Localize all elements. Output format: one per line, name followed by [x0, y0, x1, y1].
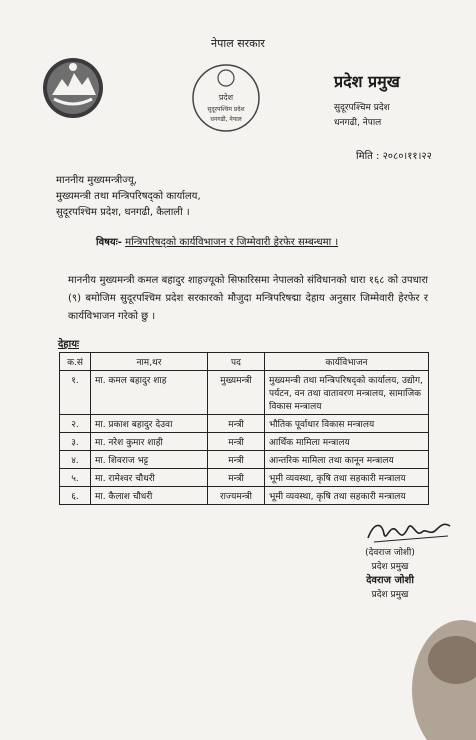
office-title: प्रदेश प्रमुख: [334, 72, 400, 91]
cell-name: मा. कैलाश चौधरी: [91, 487, 208, 505]
table-heading: देहायः: [58, 339, 80, 350]
table-header-row: [60, 353, 429, 371]
cell-portfolio: भूमी व्यवस्था, कृषि तथा सहकारी मन्त्रालय: [265, 469, 429, 487]
cell-portfolio: भूमी व्यवस्था, कृषि तथा सहकारी मन्त्रालय: [265, 487, 429, 505]
table-row: [60, 433, 429, 451]
date-label: मिति :: [356, 151, 380, 162]
date-value: २०८०।११।२२: [382, 151, 432, 162]
government-heading: नेपाल सरकार: [211, 37, 265, 50]
signatory-name-paren: (देवराज जोशी): [365, 548, 415, 558]
letter-date: [356, 148, 432, 162]
nepal-emblem-icon: [40, 55, 106, 121]
cell-portfolio: भौतिक पूर्वाधार विकास मन्त्रालय: [265, 415, 429, 433]
cell-name: मा. नरेश कुमार शाही: [91, 433, 208, 451]
header-serial: क.सं: [60, 353, 91, 371]
cell-name: मा. प्रकाश बहादुर देउवा: [91, 415, 208, 433]
header-name: नाम,थर: [91, 353, 208, 371]
cell-post: मन्त्री: [208, 469, 265, 487]
cell-name: मा. कमल बहादुर शाह: [91, 371, 208, 415]
cell-post: राज्यमन्त्री: [208, 487, 265, 505]
cell-post: मन्त्री: [208, 451, 265, 469]
office-province: सुदूरपश्चिम प्रदेश: [334, 103, 390, 113]
seal-line-1: प्रदेश: [218, 93, 234, 102]
addressee-line: सुदूरपश्चिम प्रदेश, धनगढी, कैलाली ।: [56, 207, 190, 218]
signature-block: [350, 546, 430, 602]
cell-serial: २.: [60, 415, 91, 433]
cell-serial: ४.: [60, 451, 91, 469]
subject-line: [96, 234, 338, 248]
addressee-block: [56, 173, 201, 221]
addressee-line: मुख्यमन्त्री तथा मन्त्रिपरिषद्को कार्यालय,: [56, 191, 201, 202]
seal-line-3: धनगढी, नेपाल: [210, 116, 242, 123]
table-row: [60, 487, 429, 505]
signatory-post-secondary: प्रदेश प्रमुख: [371, 590, 409, 600]
subject-label: विषयः-: [96, 237, 122, 248]
finger-shadow: [392, 600, 476, 740]
cell-post: मुख्यमन्त्री: [208, 371, 265, 415]
cell-serial: ५.: [60, 469, 91, 487]
cabinet-allocation-table: [59, 352, 429, 505]
office-block: [334, 70, 400, 128]
seal-line-2: सुदूरपश्चिम प्रदेश: [207, 106, 245, 113]
cell-serial: १.: [60, 371, 91, 415]
cell-serial: ३.: [60, 433, 91, 451]
cell-name: मा. रामेश्वर चौधरी: [91, 469, 208, 487]
cell-portfolio: आन्तरिक मामिला तथा कानून मन्त्रालय: [265, 451, 429, 469]
cell-portfolio: मुख्यमन्त्री तथा मन्त्रिपरिषद्को कार्यालय, उद्योग, पर्यटन, वन तथा वातावरण मन्त्रालय, सामाजिक विकास मन्त्रालय: [265, 371, 429, 415]
addressee-line: माननीय मुख्यमन्त्रीज्यू,: [56, 175, 137, 186]
signatory-name: देवराज जोशी: [366, 575, 414, 586]
subject-text: मन्त्रिपरिषद्को कार्यविभाजन र जिम्मेवारी हेरफेर सम्बन्धमा ।: [125, 237, 339, 248]
table-row: [60, 469, 429, 487]
handwritten-signature-icon: [364, 516, 454, 546]
office-location: धनगढी, नेपाल: [334, 118, 382, 128]
office-seal-icon: [190, 62, 262, 134]
table-row: [60, 371, 429, 415]
cell-serial: ६.: [60, 487, 91, 505]
cell-portfolio: आर्थिक मामिला मन्त्रालय: [265, 433, 429, 451]
body-paragraph: माननीय मुख्यमन्त्री कमल बहादुर शाहज्यूको सिफारिसमा नेपालको संविधानको धारा १६८ को उपधारा (९) बमोजिम सुदूरपश्चिम प्रदेश सरकारको मौजुदा मन्त्रिपरिषद्मा देहाय अनुसार जिम्मेवारी हेरफेर र कार्यविभाजन गरेको छु ।: [68, 275, 428, 322]
header-post: पद: [208, 353, 265, 371]
table-row: [60, 451, 429, 469]
signatory-post: प्रदेश प्रमुख: [371, 562, 409, 572]
cell-post: मन्त्री: [208, 415, 265, 433]
cell-name: मा. शिवराज भट्ट: [91, 451, 208, 469]
cell-post: मन्त्री: [208, 433, 265, 451]
header-portfolio: कार्यविभाजन: [265, 353, 429, 371]
table-row: [60, 415, 429, 433]
